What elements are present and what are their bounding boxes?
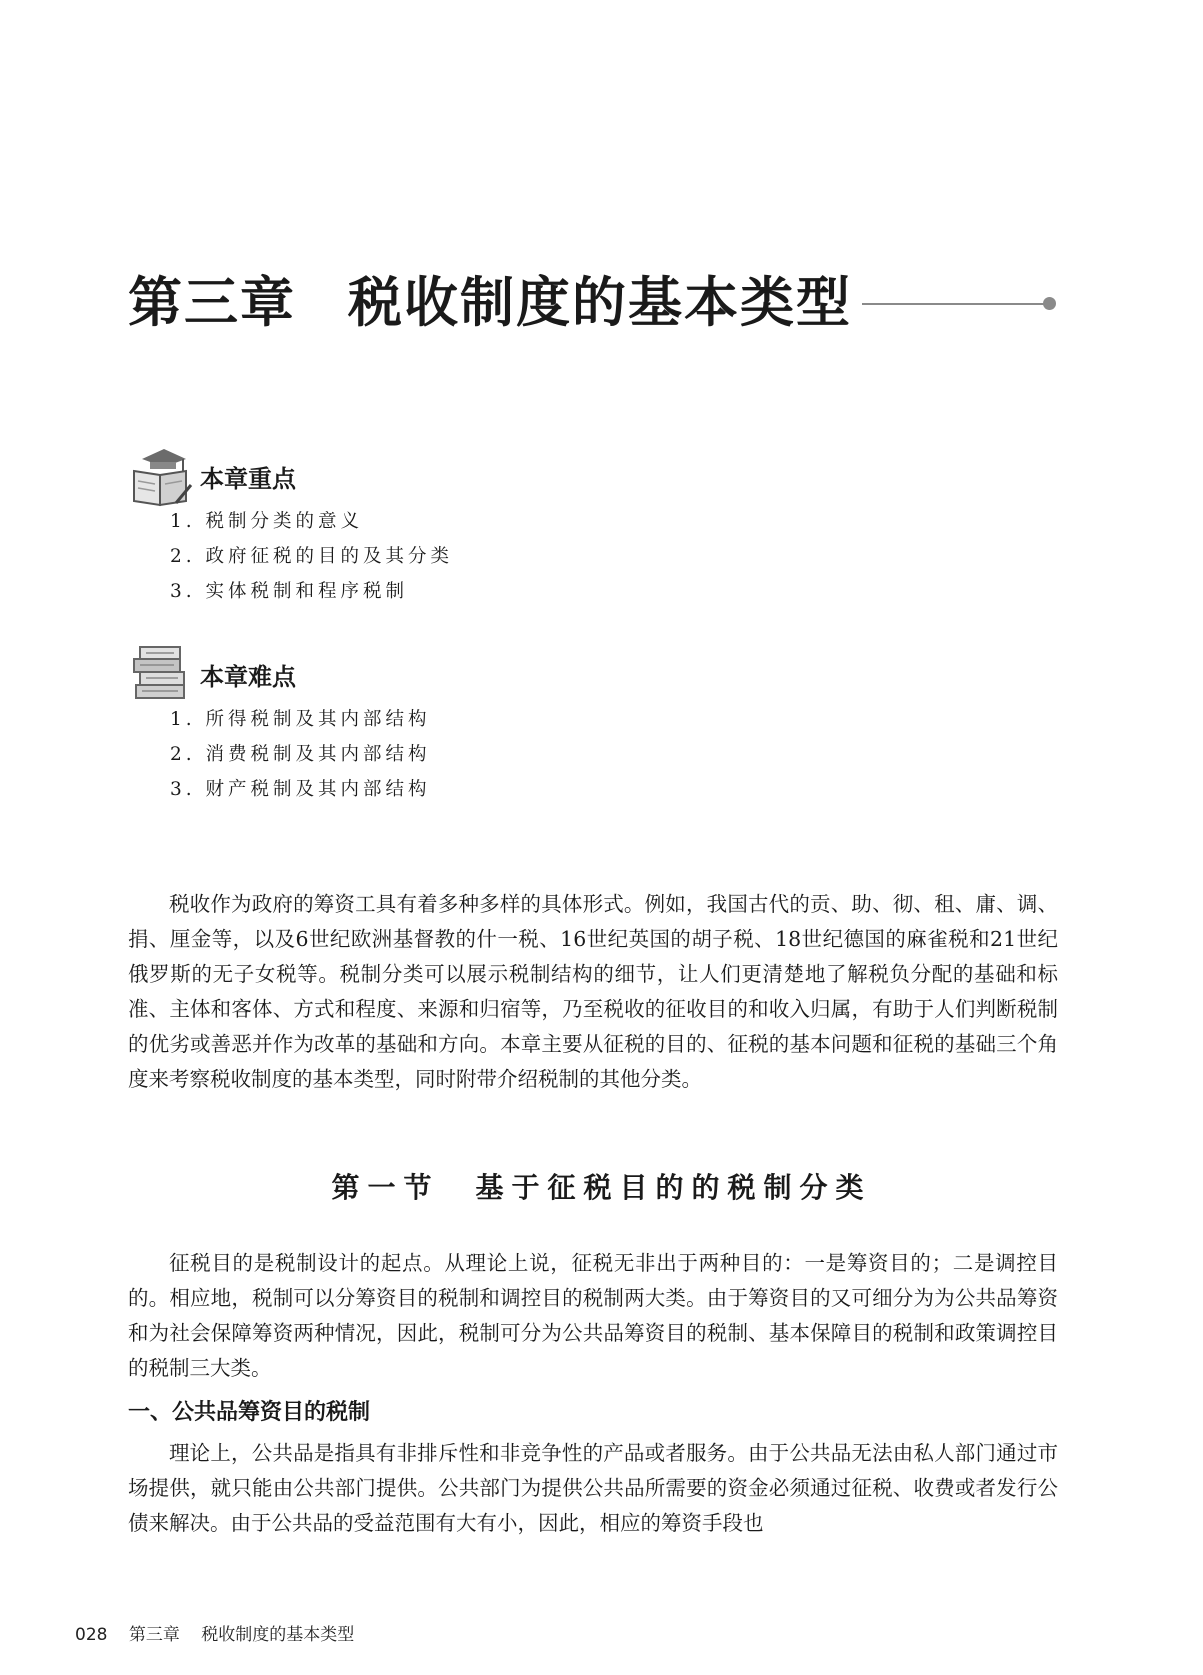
- list-item: 2. 消费税制及其内部结构: [170, 744, 431, 765]
- list-item: 1. 所得税制及其内部结构: [170, 709, 431, 730]
- page-number: 028: [75, 1625, 108, 1645]
- key-points-list: [170, 504, 453, 609]
- key-points-label: 本章重点: [200, 464, 296, 493]
- key-points-heading: [128, 445, 296, 507]
- stacked-books-icon: [128, 643, 194, 705]
- section-name: 基于征税目的的税制分类: [475, 1171, 872, 1204]
- list-item: 3. 实体税制和程序税制: [170, 581, 409, 602]
- difficult-points-list: [170, 702, 431, 807]
- chapter-name: 税收制度的基本类型: [348, 271, 852, 334]
- footer-title: 税收制度的基本类型: [201, 1625, 355, 1645]
- footer-chapter: 第三章: [128, 1625, 180, 1645]
- graduation-cap-book-icon: [128, 445, 194, 507]
- list-item: 2. 政府征税的目的及其分类: [170, 546, 454, 567]
- page-footer: [75, 1620, 370, 1645]
- subsection-heading: 一、公共品筹资目的税制: [128, 1400, 371, 1425]
- chapter-number: 第三章: [128, 271, 296, 334]
- list-item: 3. 财产税制及其内部结构: [170, 779, 431, 800]
- section-paragraph: 征税目的是税制设计的起点。从理论上说，征税无非出于两种目的：一是筹资目的；二是调控目的。相应地，税制可以分筹资目的税制和调控目的税制两大类。由于筹资目的又可细分为为公共品筹资和为社会保障筹资两种情况，因此，税制可分为公共品筹资目的税制、基本保障目的税制和政策调控目的税制三大类。: [128, 1251, 1058, 1380]
- difficult-points-label: 本章难点: [200, 662, 296, 691]
- difficult-points-heading: [128, 643, 296, 705]
- title-rule-dot: [1043, 297, 1056, 310]
- title-rule-line: [862, 303, 1048, 305]
- intro-paragraph: 税收作为政府的筹资工具有着多种多样的具体形式。例如，我国古代的贡、助、彻、租、庸、调、捐、厘金等，以及6世纪欧洲基督教的什一税、16世纪英国的胡子税、18世纪德国的麻雀税和21世纪俄罗斯的无子女税等。税制分类可以展示税制结构的细节，让人们更清楚地了解税负分配的基础和标准、主体和客体、方式和程度、来源和归宿等，乃至税收的征收目的和收入归属，有助于人们判断税制的优劣或善恶并作为改革的基础和方向。本章主要从征税的目的、征税的基本问题和征税的基础三个角度来考察税收制度的基本类型，同时附带介绍税制的其他分类。: [128, 892, 1058, 1091]
- subsection-paragraph: 理论上，公共品是指具有非排斥性和非竞争性的产品或者服务。由于公共品无法由私人部门通过市场提供，就只能由公共部门提供。公共部门为提供公共品所需要的资金必须通过征税、收费或者发行公债来解决。由于公共品的受益范围有大有小，因此，相应的筹资手段也: [128, 1441, 1058, 1535]
- list-item: 1. 税制分类的意义: [170, 511, 364, 532]
- chapter-title: [128, 268, 852, 338]
- section-number: 第一节: [331, 1171, 440, 1204]
- section-title: [0, 1168, 1203, 1208]
